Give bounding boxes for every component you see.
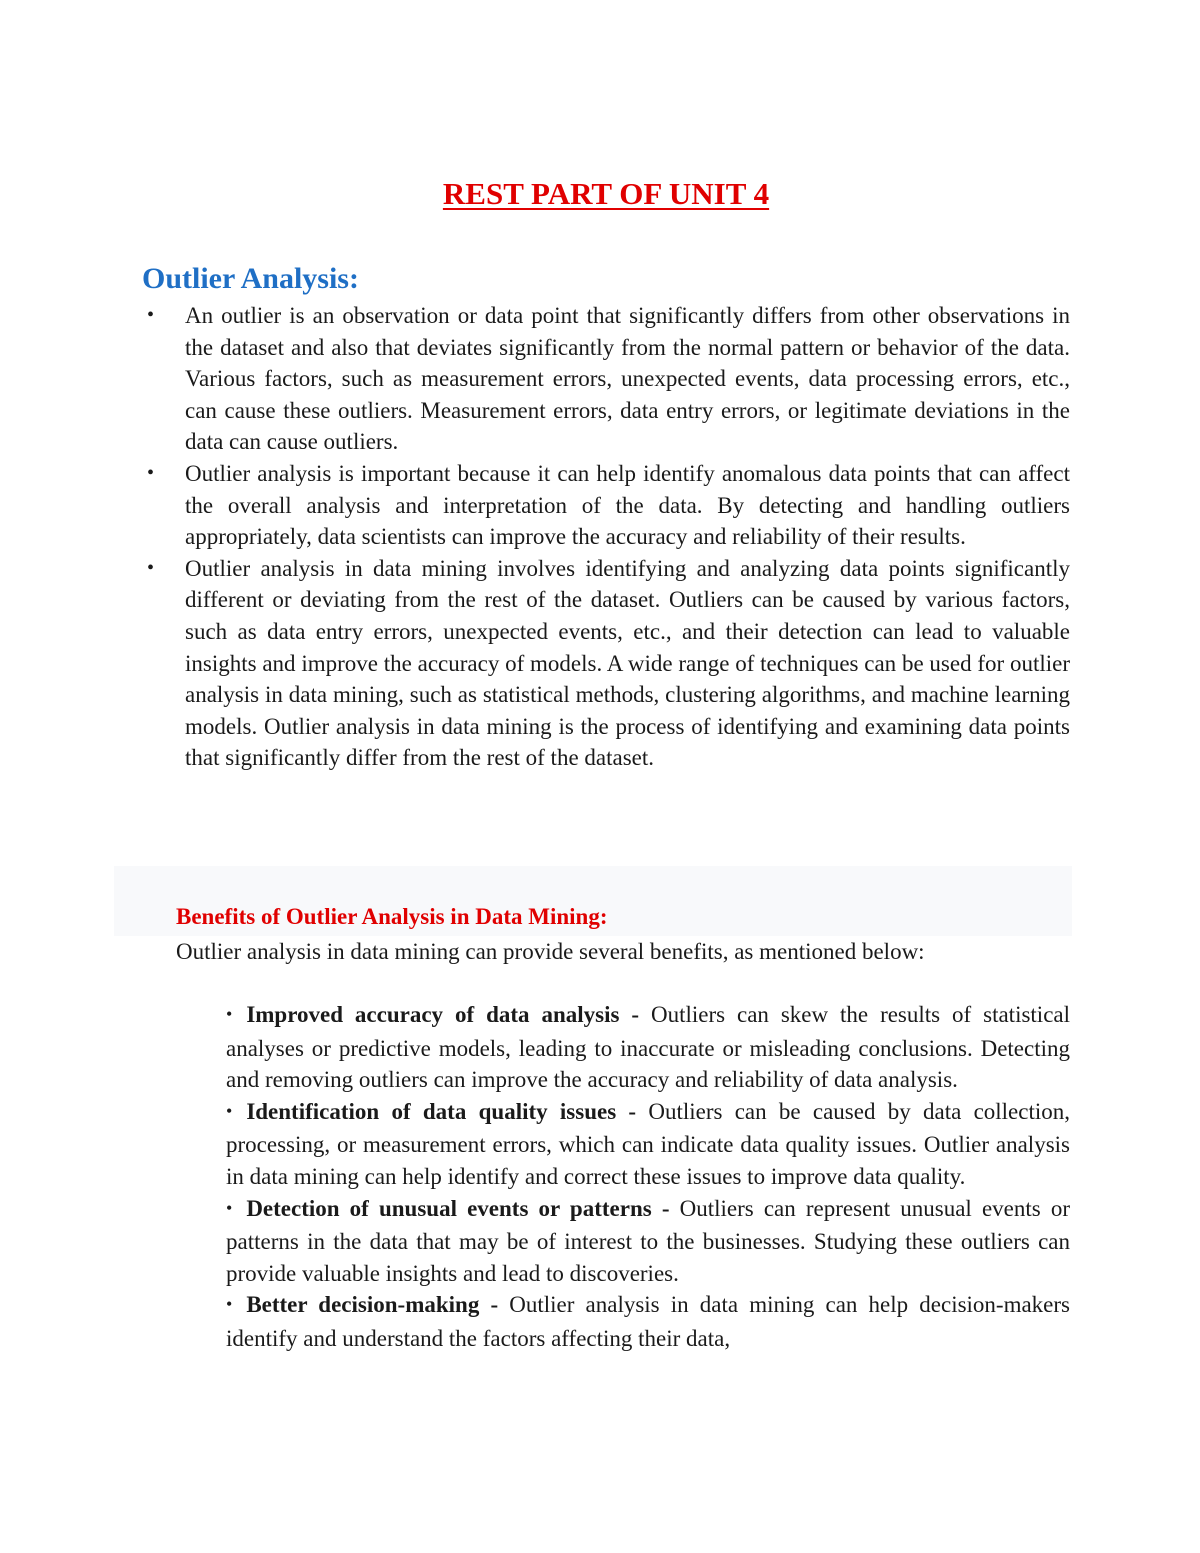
- list-item-text: Outlier analysis is important because it can help identify anomalous data points that can affect the overall analysis and interpretation of the data. By detecting and handling outliers appropriately, data scientists can improve the accuracy and reliability of their results.: [185, 460, 1070, 550]
- benefit-item: [226, 1193, 1070, 1290]
- benefits-list: [226, 999, 1070, 1355]
- benefits-intro: Outlier analysis in data mining can provide several benefits, as mentioned below:: [176, 939, 925, 964]
- benefit-title: Detection of unusual events or patterns: [246, 1195, 652, 1221]
- list-item: [142, 553, 1070, 774]
- section-heading-outlier-analysis: Outlier Analysis:: [142, 262, 359, 295]
- benefit-text: Outliers can skew the results of statistical analyses or predictive models, leading to inaccurate or misleading conclusions. Detecting and removing outliers can improve the accuracy and reliability of data analysis.: [226, 1002, 1070, 1093]
- bullet-icon: •: [226, 1294, 233, 1315]
- benefit-item: [226, 1096, 1070, 1193]
- outlier-points-list: [142, 300, 1070, 774]
- benefit-title: Better decision-making: [246, 1292, 480, 1318]
- bullet-icon: •: [147, 304, 155, 326]
- list-item-text: Outlier analysis in data mining involves identifying and analyzing data points significantly different or deviating from the rest of the dataset. Outliers can be caused by various factors, such as data entry errors, unexpected events, etc., and their detection can lead to valuable insights and improve the accuracy of models. A wide range of techniques can be used for outlier analysis in data mining, such as statistical methods, clustering algorithms, and machine learning models. Outlier analysis in data mining is the process of identifying and examining data points that significantly differ from the rest of the dataset.: [185, 555, 1070, 771]
- benefit-item: [226, 999, 1070, 1096]
- bullet-icon: •: [226, 1197, 233, 1218]
- list-item-text: An outlier is an observation or data point that significantly differs from other observations in the dataset and also that deviates significantly from the normal pattern or behavior of the data. Various factors, such as measurement errors, unexpected events, data processing errors, etc., can cause these outliers. Measurement errors, data entry errors, or legitimate deviations in the data can cause outliers.: [185, 303, 1070, 455]
- bullet-icon: •: [147, 461, 155, 484]
- benefit-title: Identification of data quality issues: [246, 1098, 617, 1124]
- benefit-separator: -: [616, 1098, 649, 1124]
- bullet-icon: •: [226, 1100, 233, 1121]
- benefit-text: Outliers can represent unusual events or patterns in the data that may be of interest to the businesses. Studying these outliers can provide valuable insights and lead to discoveries.: [226, 1195, 1070, 1286]
- benefit-separator: -: [651, 1195, 680, 1221]
- document-title: REST PART OF UNIT 4: [442, 176, 770, 211]
- benefits-heading: Benefits of Outlier Analysis in Data Mining:: [176, 904, 608, 929]
- benefit-separator: -: [619, 1002, 651, 1027]
- benefit-separator: -: [479, 1292, 510, 1318]
- bullet-icon: •: [147, 556, 155, 579]
- benefit-item: [226, 1289, 1070, 1354]
- benefit-text: Outliers can be caused by data collection, processing, or measurement errors, which can indicate data quality issues. Outlier analysis in data mining can help identify and correct these issues to improve data quality.: [226, 1098, 1071, 1189]
- benefit-text: Outlier analysis in data mining can help decision-makers identify and understand the factors affecting their data,: [226, 1292, 1070, 1351]
- list-item: [142, 300, 1070, 458]
- bullet-icon: •: [226, 1004, 233, 1024]
- list-item: [142, 458, 1070, 553]
- benefit-title: Improved accuracy of data analysis: [246, 1002, 620, 1027]
